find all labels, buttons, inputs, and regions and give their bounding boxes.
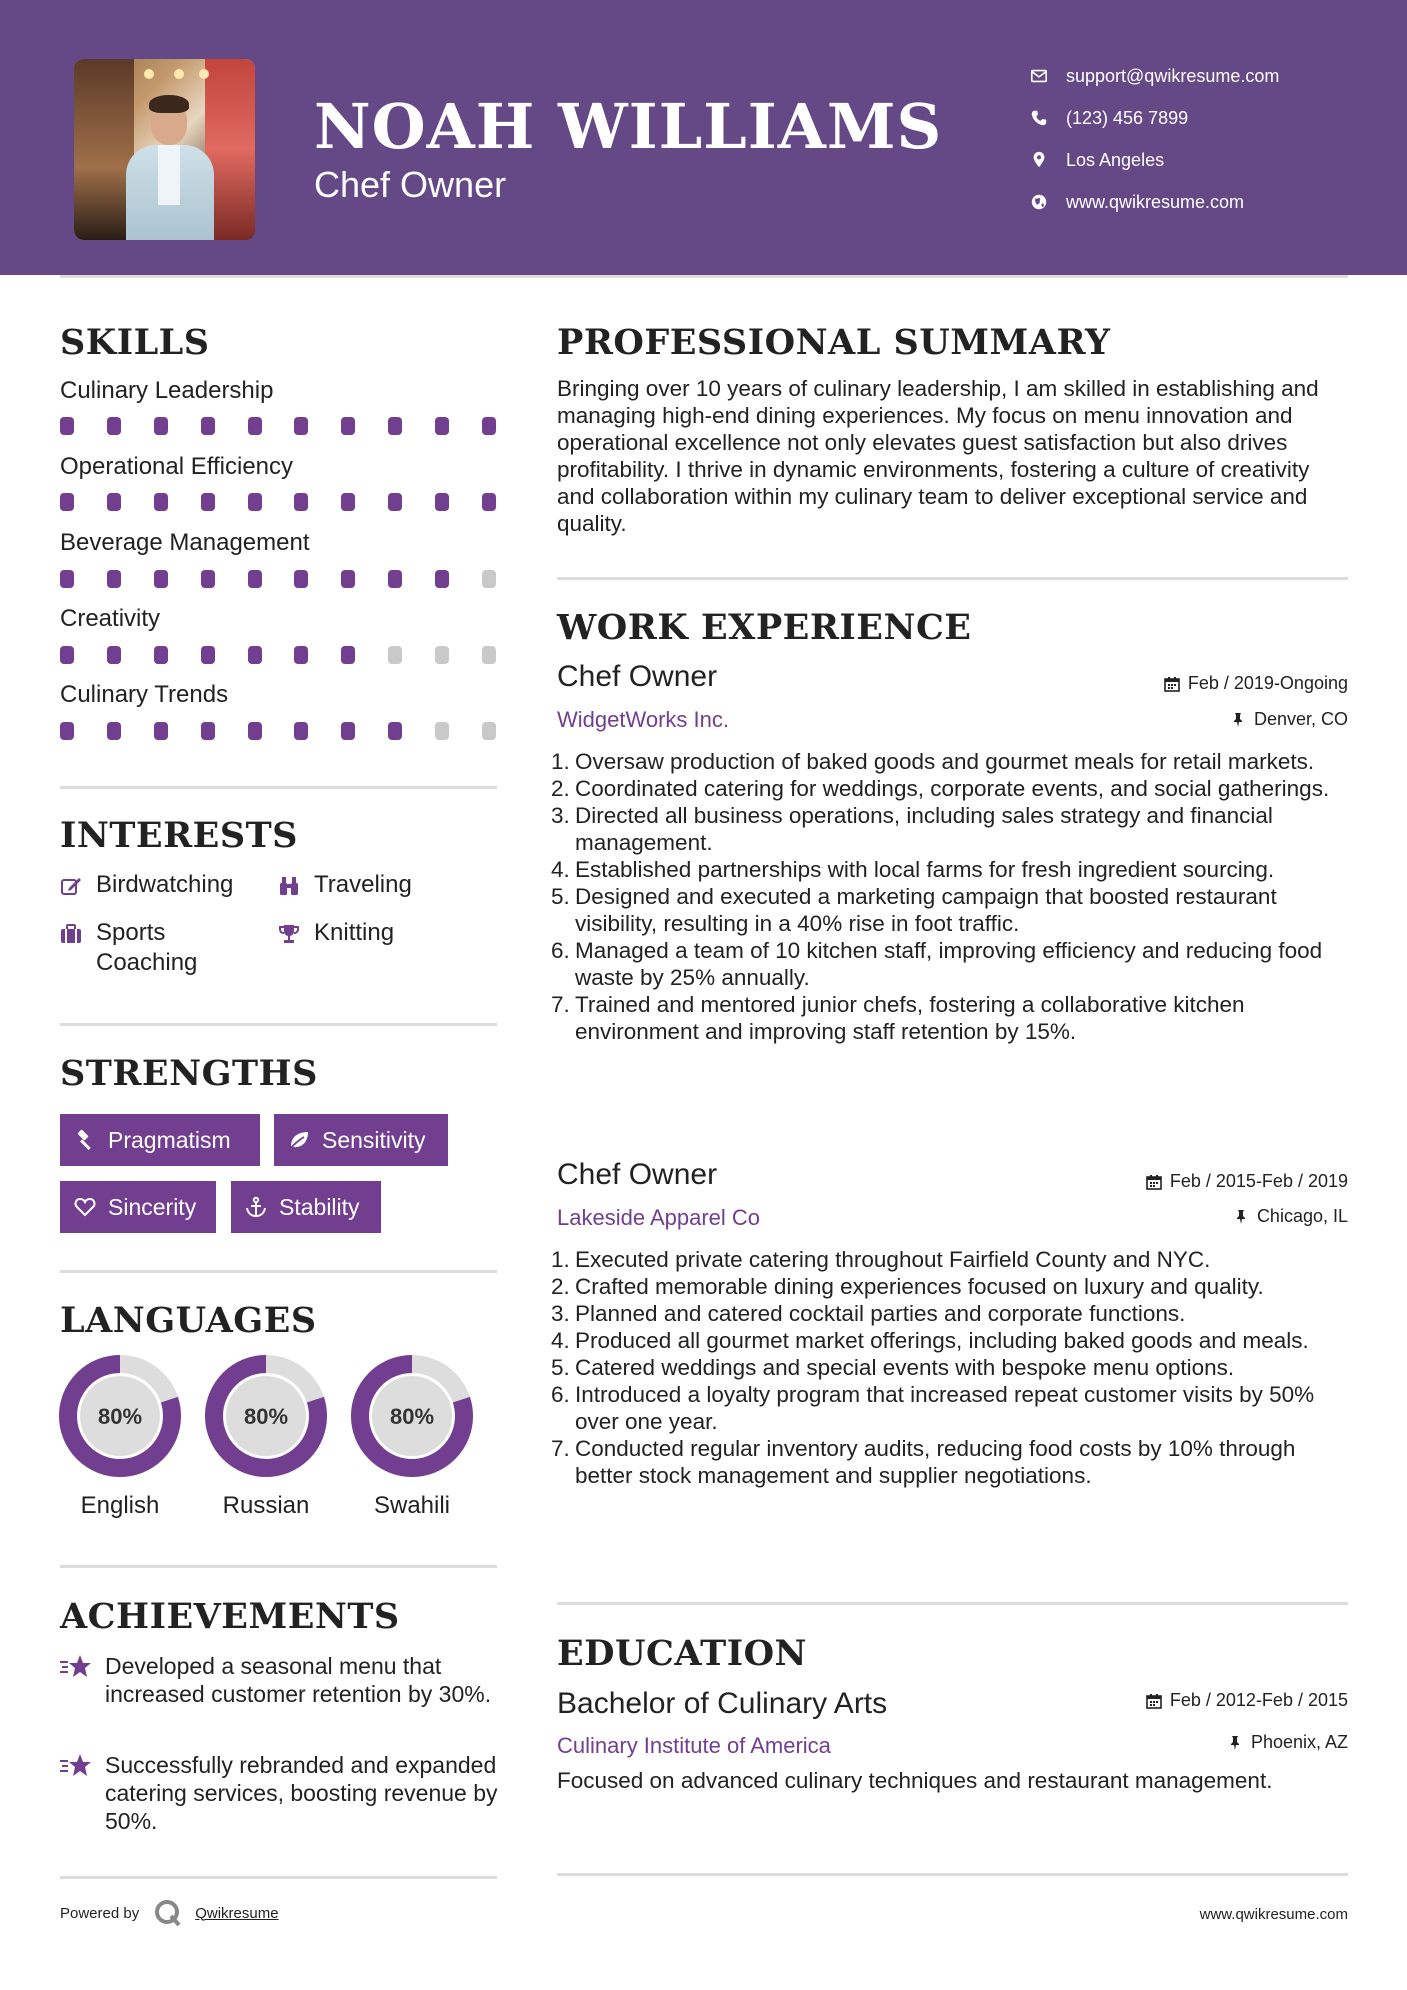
skill-dot-filled: [388, 493, 402, 511]
duty-item: 6. Introduced a loyalty program that increased repeat customer visits by 50% over one year.: [575, 1381, 1355, 1435]
interest-item: Traveling: [278, 870, 412, 900]
skill-dot-filled: [341, 570, 355, 588]
strengths-heading: STRENGTHS: [60, 1053, 318, 1094]
skill-dot-filled: [60, 493, 74, 511]
section-divider: [557, 577, 1348, 580]
footer-powered-by: Powered by Qwikresume: [60, 1898, 279, 1928]
skill-dot-filled: [294, 570, 308, 588]
duty-text: Designed and executed a marketing campaign that boosted restaurant visibility, resulting in a 40% rise in foot traffic.: [575, 884, 1277, 936]
section-divider: [60, 1565, 497, 1568]
company-name: WidgetWorks Inc.: [557, 707, 729, 732]
contact-website[interactable]: www.qwikresume.com: [1030, 181, 1370, 223]
skill-dot-filled: [107, 570, 121, 588]
duty-item: 3. Planned and catered cocktail parties and corporate functions.: [551, 1301, 1186, 1326]
job-dates: Feb / 2019-Ongoing: [1164, 673, 1348, 694]
duty-item: 2. Crafted memorable dining experiences focused on luxury and quality.: [551, 1274, 1264, 1299]
gavel-icon: [74, 1129, 108, 1151]
skill-name: Creativity: [60, 605, 161, 632]
job-location: Denver, CO: [1230, 709, 1348, 730]
duty-text: Executed private catering throughout Fairfield County and NYC.: [575, 1247, 1211, 1272]
achievement-item: Successfully rebranded and expanded catering services, boosting revenue by 50%.: [60, 1751, 500, 1835]
duty-text: Established partnerships with local farms for fresh ingredient sourcing.: [575, 857, 1275, 882]
language-name: English: [80, 1492, 160, 1519]
experience-heading: WORK EXPERIENCE: [557, 607, 972, 648]
skill-name: Beverage Management: [60, 529, 310, 556]
section-divider: [60, 1270, 497, 1273]
skill-dot-filled: [60, 417, 74, 435]
education-location: Phoenix, AZ: [1227, 1732, 1348, 1753]
duty-text: Managed a team of 10 kitchen staff, improving efficiency and reducing food waste by 25% annually.: [575, 938, 1323, 990]
school-name: Culinary Institute of America: [557, 1733, 831, 1758]
company-name: Lakeside Apparel Co: [557, 1205, 761, 1230]
interest-item: Sports Coaching: [60, 918, 260, 978]
gauge-percent-label: 80%: [97, 1404, 143, 1429]
skill-dot-filled: [201, 417, 215, 435]
anchor-icon: [245, 1196, 279, 1218]
job-location: Chicago, IL: [1233, 1206, 1348, 1227]
duty-item: 3. Directed all business operations, including sales strategy and financial management.: [575, 802, 1355, 856]
binoculars-icon: [278, 870, 314, 897]
star-icon: [60, 1751, 105, 1835]
skill-dot-filled: [388, 417, 402, 435]
degree-title: Bachelor of Culinary Arts: [557, 1687, 888, 1720]
skill-dot-filled: [294, 493, 308, 511]
section-divider: [60, 1023, 497, 1026]
duty-text: Trained and mentored junior chefs, fostering a collaborative kitchen environment and improving staff retention by 15%.: [575, 992, 1245, 1044]
footer-url[interactable]: www.qwikresume.com: [1199, 1906, 1348, 1923]
skill-dot-filled: [60, 646, 74, 664]
strength-badge: Pragmatism: [60, 1114, 260, 1166]
section-divider: [557, 1602, 1348, 1605]
language-item: [58, 1354, 182, 1520]
skill-dot-filled: [107, 722, 121, 740]
skill-dot-filled: [248, 493, 262, 511]
profile-photo: [74, 59, 255, 240]
phone-icon: [1030, 109, 1066, 127]
education-description: Focused on advanced culinary techniques and restaurant management.: [557, 1768, 1273, 1793]
language-gauge: [350, 1354, 474, 1478]
skill-dot-filled: [154, 493, 168, 511]
skill-name: Culinary Leadership: [60, 377, 274, 404]
skill-dot-filled: [154, 722, 168, 740]
skill-dot-filled: [154, 417, 168, 435]
skill-dot-filled: [435, 493, 449, 511]
duty-item: 1. Executed private catering throughout Fairfield County and NYC.: [551, 1247, 1211, 1272]
duty-item: 4. Established partnerships with local farms for fresh ingredient sourcing.: [551, 857, 1275, 882]
candidate-name: NOAH WILLIAMS: [314, 90, 943, 163]
skill-dot-empty: [482, 570, 496, 588]
skill-dot-filled: [248, 646, 262, 664]
duty-text: Crafted memorable dining experiences focused on luxury and quality.: [575, 1274, 1264, 1299]
skill-dot-filled: [341, 722, 355, 740]
skill-rating: [60, 722, 496, 740]
skill-dot-filled: [60, 722, 74, 740]
skill-dot-filled: [201, 570, 215, 588]
skill-dot-filled: [154, 646, 168, 664]
achievement-item: Developed a seasonal menu that increased customer retention by 30%.: [60, 1652, 500, 1708]
section-divider: [60, 786, 497, 789]
duty-text: Directed all business operations, including sales strategy and financial management.: [575, 803, 1273, 855]
contact-phone[interactable]: (123) 456 7899: [1030, 97, 1370, 139]
skill-rating: [60, 417, 496, 435]
skill-dot-filled: [294, 722, 308, 740]
duty-text: Oversaw production of baked goods and gourmet meals for retail markets.: [575, 749, 1315, 774]
globe-icon: [1030, 193, 1066, 211]
strength-badge: Sensitivity: [274, 1114, 448, 1166]
skill-dot-filled: [248, 417, 262, 435]
skill-name: Operational Efficiency: [60, 453, 294, 480]
duty-text: Produced all gourmet market offerings, including baked goods and meals.: [575, 1328, 1309, 1353]
language-gauge: [58, 1354, 182, 1478]
skill-dot-filled: [248, 570, 262, 588]
job-title: Chef Owner: [557, 1158, 718, 1191]
skill-dot-filled: [482, 417, 496, 435]
language-gauge: [204, 1354, 328, 1478]
skill-dot-filled: [107, 493, 121, 511]
resume-header: [0, 0, 1407, 275]
duty-item: 6. Managed a team of 10 kitchen staff, improving efficiency and reducing food waste by 25% annually.: [575, 937, 1355, 991]
contact-list: [1030, 55, 1370, 223]
duty-item: 7. Trained and mentored junior chefs, fostering a collaborative kitchen environment and improving staff retention by 15%.: [575, 991, 1355, 1045]
skill-dot-filled: [341, 493, 355, 511]
contact-location: Los Angeles: [1030, 139, 1370, 181]
pushpin-icon: [1230, 712, 1246, 728]
skill-dot-empty: [388, 646, 402, 664]
skill-dot-filled: [341, 646, 355, 664]
envelope-icon: [1030, 67, 1066, 85]
skill-rating: [60, 493, 496, 511]
calendar-icon: [1146, 1174, 1162, 1190]
interest-item: Birdwatching: [60, 870, 233, 900]
interest-item: Knitting: [278, 918, 394, 948]
interests-heading: INTERESTS: [60, 815, 298, 856]
job-title: Chef Owner: [557, 660, 718, 693]
skill-dot-filled: [341, 417, 355, 435]
section-divider: [557, 1873, 1348, 1876]
skill-dot-filled: [60, 570, 74, 588]
gauge-percent-label: 80%: [243, 1404, 289, 1429]
skill-dot-filled: [201, 493, 215, 511]
language-item: [350, 1354, 474, 1520]
education-dates: Feb / 2012-Feb / 2015: [1146, 1690, 1348, 1711]
gauge-percent-label: 80%: [389, 1404, 435, 1429]
heart-icon: [74, 1196, 108, 1218]
duty-list: [551, 1246, 1355, 1489]
skill-rating: [60, 646, 496, 664]
calendar-icon: [1164, 676, 1180, 692]
contact-email[interactable]: support@qwikresume.com: [1030, 55, 1370, 97]
language-name: Swahili: [373, 1492, 451, 1519]
skill-dot-filled: [388, 570, 402, 588]
skill-dot-empty: [435, 722, 449, 740]
duty-item: 5. Catered weddings and special events with bespoke menu options.: [551, 1355, 1235, 1380]
header-divider: [60, 275, 1348, 278]
summary-heading: PROFESSIONAL SUMMARY: [557, 322, 1111, 363]
skill-dot-filled: [248, 722, 262, 740]
edit-icon: [60, 870, 96, 897]
skill-dot-filled: [201, 722, 215, 740]
achievements-heading: ACHIEVEMENTS: [60, 1596, 400, 1637]
skill-dot-empty: [482, 722, 496, 740]
pushpin-icon: [1233, 1209, 1249, 1225]
skill-rating: [60, 570, 496, 588]
duty-item: 2. Coordinated catering for weddings, corporate events, and social gatherings.: [551, 776, 1330, 801]
skill-name: Culinary Trends: [60, 681, 229, 708]
skill-dot-filled: [435, 570, 449, 588]
skill-dot-filled: [294, 417, 308, 435]
languages-heading: LANGUAGES: [60, 1300, 317, 1341]
star-icon: [60, 1652, 105, 1708]
skill-dot-filled: [388, 722, 402, 740]
candidate-title: Chef Owner: [314, 164, 507, 205]
duty-item: 5. Designed and executed a marketing campaign that boosted restaurant visibility, resulting in a 40% rise in foot traffic.: [575, 883, 1355, 937]
section-divider: [60, 1876, 497, 1879]
duty-text: Catered weddings and special events with bespoke menu options.: [575, 1355, 1235, 1380]
calendar-icon: [1146, 1693, 1162, 1709]
qwikresume-logo-icon: [153, 1898, 183, 1928]
language-item: [204, 1354, 328, 1520]
trophy-icon: [278, 918, 314, 945]
skill-dot-filled: [154, 570, 168, 588]
duty-text: Conducted regular inventory audits, reducing food costs by 10% through better stock management and supplier negotiations.: [575, 1436, 1296, 1488]
duty-item: 1. Oversaw production of baked goods and gourmet meals for retail markets.: [551, 749, 1315, 774]
summary-text: Bringing over 10 years of culinary leadership, I am skilled in establishing and managing high-end dining experiences. My focus on menu innovation and operational excellence not only elevates guest satisfaction but also drives profitability. I thrive in dynamic environments, fostering a culture of creativity and collaboration within my culinary team to deliver exceptional service and quality.: [557, 376, 1319, 536]
map-pin-icon: [1030, 151, 1066, 169]
language-name: Russian: [222, 1492, 310, 1519]
duty-list: [551, 748, 1355, 1045]
skills-heading: SKILLS: [60, 322, 210, 363]
skill-dot-filled: [435, 417, 449, 435]
strength-badge: Stability: [231, 1181, 381, 1233]
skill-dot-filled: [107, 646, 121, 664]
duty-item: 4. Produced all gourmet market offerings, including baked goods and meals.: [551, 1328, 1309, 1353]
education-heading: EDUCATION: [557, 1633, 808, 1674]
duty-text: Planned and catered cocktail parties and corporate functions.: [575, 1301, 1186, 1326]
leaf-icon: [288, 1129, 322, 1151]
skill-dot-empty: [435, 646, 449, 664]
duty-text: Introduced a loyalty program that increased repeat customer visits by 50% over one year.: [575, 1382, 1315, 1434]
duty-item: 7. Conducted regular inventory audits, reducing food costs by 10% through better stock management and supplier negotiations.: [575, 1435, 1355, 1489]
skill-dot-filled: [294, 646, 308, 664]
briefcase-icon: [60, 918, 96, 945]
duty-text: Coordinated catering for weddings, corporate events, and social gatherings.: [575, 776, 1330, 801]
job-dates: Feb / 2015-Feb / 2019: [1146, 1171, 1348, 1192]
qwikresume-link[interactable]: Qwikresume: [195, 1904, 279, 1922]
skill-dot-filled: [482, 493, 496, 511]
skill-dot-empty: [482, 646, 496, 664]
skill-dot-filled: [107, 417, 121, 435]
pushpin-icon: [1227, 1735, 1243, 1751]
strength-badge: Sincerity: [60, 1181, 216, 1233]
skill-dot-filled: [201, 646, 215, 664]
